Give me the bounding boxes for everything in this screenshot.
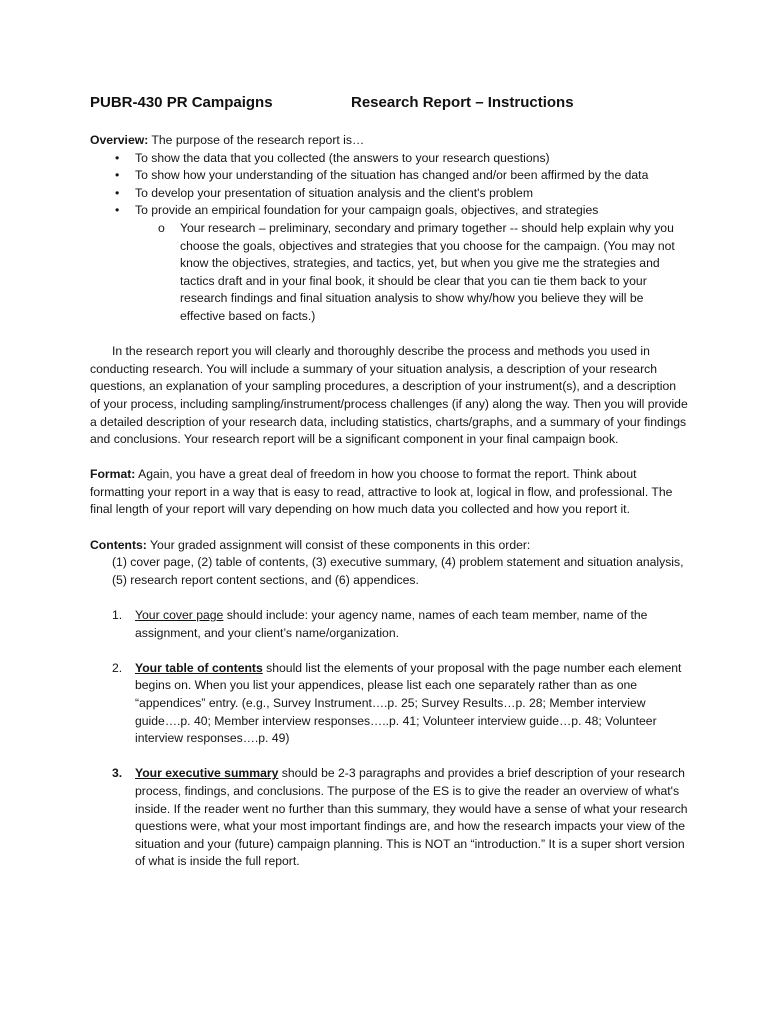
format-paragraph: [90, 466, 688, 519]
overview-line: [90, 132, 688, 150]
overview-intro: The purpose of the research report is…: [148, 133, 365, 147]
overview-bullet-text: To provide an empirical foundation for your campaign goals, objectives, and strategies: [135, 203, 599, 218]
spacer: [90, 449, 688, 467]
item-number: 2.: [112, 660, 123, 675]
item-text: should be 2-3 paragraphs and provides a brief description of your research process, findings, and conclusions. The purpose of the ES is to give the reader an overview of what's inside. If the reader went no further than this summary, they would have a sense of what your research questions were, what your most important findings are, and how the research impacts your view of the situation and your (future) campaign planning. This is NOT an “introduction.” It is a super short version of what is inside the full report.: [135, 766, 688, 869]
bullet-icon: •: [115, 203, 120, 218]
format-label: Format:: [90, 467, 136, 482]
component-item: [90, 607, 688, 642]
overview-sub-bullet: [135, 220, 688, 326]
spacer: [90, 519, 688, 537]
overview-bullet: [90, 185, 688, 203]
item-text: should list the elements of your proposal with the page number each element begins on. When you list your appendices, please list each one separately rather than as one “appendices” entry. (e.g., Survey Instrument….p. 25; Survey Results…p. 28; Member interview guide….p. 40; Member interview responses…..p. 41; Volunteer interview guide…p. 48; Volunteer interview responses….p. 49): [135, 660, 682, 746]
component-item: [90, 765, 688, 871]
bullet-icon: •: [115, 150, 120, 165]
overview-label: Overview:: [90, 133, 149, 147]
document-title: Research Report – Instructions: [351, 94, 574, 111]
item-heading: Your table of contents: [135, 660, 263, 675]
overview-bullet-text: To show the data that you collected (the answers to your research questions): [135, 150, 550, 165]
course-title: PUBR-430 PR Campaigns: [90, 94, 273, 111]
overview-sub-text: Your research – preliminary, secondary and primary together -- should help explain why you choose the goals, objectives and strategies that you choose for the campaign. (You may not know the objectives, strategies, and tactics, yet, but when you give me the strategies and tactics draft and in your final book, it should be clear that you can tie them back to your research findings and final situation analysis to show why/how you believe they will be effective based on facts.): [180, 220, 675, 323]
item-heading: Your executive summary: [135, 766, 279, 781]
item-number: 1.: [112, 608, 123, 623]
research-paragraph: In the research report you will clearly and thoroughly describe the process and methods you used in conducting research. You will include a summary of your situation analysis, a description of your research questions, an explanation of your sampling procedures, a description of your instrument(s), and a description of your process, including sampling/instrument/process challenges (if any) along the way. Then you will provide a detailed description of your research data, including statistics, charts/graphs, and a summary of your findings and conclusions. Your research report will be a significant component in your final campaign book.: [90, 344, 688, 447]
document-header: [90, 94, 690, 116]
contents-intro-line: [90, 537, 688, 555]
bullet-icon: •: [115, 185, 120, 200]
overview-sub-list: [135, 220, 688, 326]
overview-bullet: [90, 202, 688, 325]
contents-label: Contents:: [90, 537, 147, 552]
components-list: [90, 607, 688, 871]
format-text: Again, you have a great deal of freedom in how you choose to format the report. Think about formatting your report in a way that is easy to read, attractive to look at, logical in flow, and professional. The final length of your report will vary depending on how much data you collected and how you report it.: [90, 467, 673, 517]
overview-bullet-text: To show how your understanding of the situation has changed and/or been affirmed by the data: [135, 168, 649, 183]
overview-bullet: [90, 150, 688, 168]
overview-bullet-text: To develop your presentation of situation analysis and the client's problem: [135, 185, 533, 200]
overview-bullet-list: [90, 150, 688, 326]
spacer: [90, 589, 688, 607]
document-body: [90, 132, 688, 871]
circle-bullet-icon: o: [158, 220, 165, 235]
item-text: should include: your agency name, names of each team member, name of the assignment, and your client’s name/organization.: [135, 608, 648, 640]
item-number: 3.: [112, 766, 123, 781]
overview-bullet: [90, 167, 688, 185]
bullet-icon: •: [115, 168, 120, 183]
contents-text: Your graded assignment will consist of these components in this order:: [146, 537, 531, 552]
spacer: [90, 326, 688, 344]
component-item: [90, 660, 688, 748]
contents-list-line: (1) cover page, (2) table of contents, (3) executive summary, (4) problem statement and situation analysis, (5) research report content sections, and (6) appendices.: [112, 555, 684, 587]
item-heading: Your cover page: [135, 608, 224, 623]
